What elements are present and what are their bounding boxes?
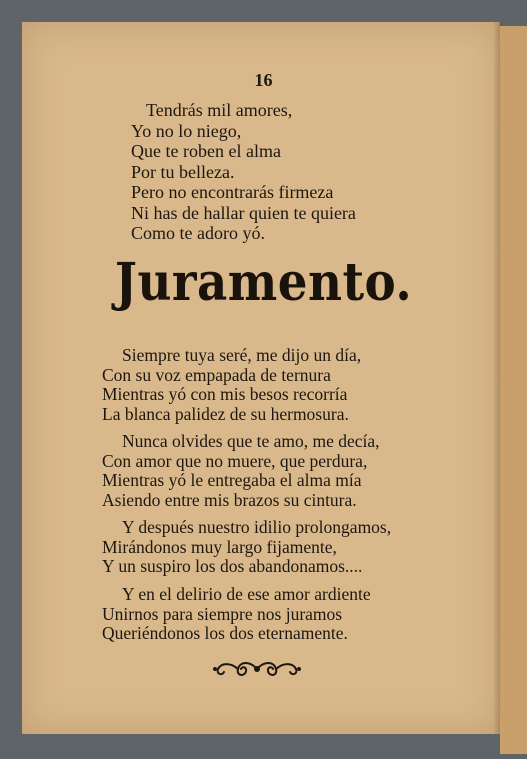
poem-stanza-3 (102, 518, 391, 577)
verse-line: Y después nuestro idilio prolongamos, (122, 517, 392, 537)
verse-line: Ni has de hallar quien te quiera (131, 202, 356, 223)
poem-stanza-2 (102, 432, 380, 510)
previous-poem-ending (131, 100, 356, 244)
scroll-ornament-icon (212, 658, 302, 680)
verse-line: Pero no encontrarás firmeza (131, 182, 334, 202)
verse-line: Y en el delirio de ese amor ardiente (122, 584, 371, 604)
next-page-edge (500, 26, 527, 754)
verse-line: La blanca palidez de su hermosura. (102, 403, 349, 424)
poem-stanza-4 (102, 585, 371, 644)
verse-line: Como te adoro yó. (131, 223, 265, 243)
verse-line: Mientras yó con mis besos recorría (102, 384, 348, 404)
verse-line: Nunca olvides que te amo, me decía, (122, 431, 380, 451)
verse-line: Unirnos para siempre nos juramos (102, 603, 343, 624)
poem-stanza-1 (102, 346, 361, 424)
verse-line: Con su voz empapada de ternura (102, 364, 331, 385)
page-number: 16 (254, 70, 273, 90)
verse-line: Tendrás mil amores, (146, 100, 293, 120)
verse-line: Mientras yó le entregaba el alma mía (102, 470, 362, 490)
verse-line: Asiendo entre mis brazos su cintura. (102, 489, 357, 510)
verse-line: Yo no lo niego, (131, 120, 242, 141)
verse-line: Mirándonos muy largo fijamente, (102, 536, 337, 557)
verse-line: Siempre tuya seré, me dijo un día, (122, 345, 362, 365)
verse-line: Y un suspiro los dos abandonamos.... (102, 556, 363, 576)
verse-line: Queriéndonos los dos eternamente. (102, 623, 348, 643)
verse-line: Con amor que no muere, que perdura, (102, 450, 368, 471)
verse-line: Por tu belleza. (131, 161, 235, 182)
poem-title: Juramento. (114, 252, 413, 313)
verse-line: Que te roben el alma (131, 141, 281, 161)
